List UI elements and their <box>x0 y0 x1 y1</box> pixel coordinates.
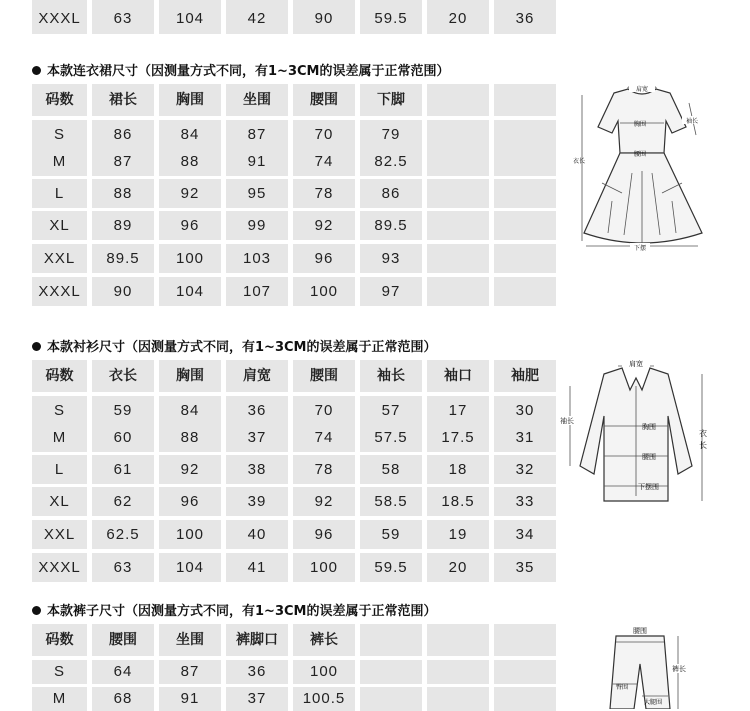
table-cell: 70 <box>293 120 355 149</box>
dress-diagram <box>572 83 712 263</box>
table-cell: 89 <box>92 211 154 240</box>
thigh-label: 大腿围 <box>644 699 663 706</box>
table-cell: 97 <box>360 277 422 306</box>
table-cell <box>427 687 489 711</box>
table-cell: 36 <box>226 660 288 684</box>
table-header-cell: 袖肥 <box>494 360 556 392</box>
table-cell: 19 <box>427 520 489 549</box>
size-cell: M <box>32 423 87 452</box>
table-cell <box>427 244 489 273</box>
table-cell <box>427 211 489 240</box>
table-cell: 100 <box>293 553 355 582</box>
table-cell: 62 <box>92 487 154 516</box>
table-cell: 36 <box>226 396 288 425</box>
length-label: 衣长 <box>573 158 586 165</box>
table-header-cell <box>494 624 556 656</box>
size-cell: M <box>32 147 87 176</box>
sleeve-label: 袖长 <box>685 118 699 125</box>
table-header-cell: 袖长 <box>360 360 422 392</box>
table-header-cell: 腰围 <box>293 360 355 392</box>
table-cell: 96 <box>293 244 355 273</box>
pants-diagram <box>598 624 698 709</box>
table-cell: 70 <box>293 396 355 425</box>
table-cell: 96 <box>159 211 221 240</box>
size-cell: XXL <box>32 244 87 273</box>
size-cell: L <box>32 455 87 484</box>
length-label-1: 衣 <box>699 429 707 438</box>
table-cell: 34 <box>494 520 556 549</box>
table-cell: 59.5 <box>360 553 422 582</box>
table-cell: 89.5 <box>92 244 154 273</box>
hip-label: 臀围 <box>616 684 629 691</box>
table-cell <box>427 147 489 176</box>
table-cell: 87 <box>159 660 221 684</box>
table-cell: 61 <box>92 455 154 484</box>
hem-label: 下摆围 <box>638 483 659 491</box>
table-header-cell <box>494 84 556 116</box>
table-cell: 36 <box>494 0 556 34</box>
bullet-icon <box>32 66 41 75</box>
table-cell: 30 <box>494 396 556 425</box>
size-cell: S <box>32 660 87 684</box>
table-cell: 74 <box>293 147 355 176</box>
waist-label: 腰围 <box>642 453 656 461</box>
table-cell: 91 <box>159 687 221 711</box>
table-cell: 68 <box>92 687 154 711</box>
size-cell: XXL <box>32 520 87 549</box>
table-cell <box>494 277 556 306</box>
size-cell: XXXL <box>32 0 87 34</box>
table-cell: 96 <box>159 487 221 516</box>
table-header-cell <box>427 84 489 116</box>
table-cell: 100 <box>159 244 221 273</box>
table-header-cell: 坐围 <box>226 84 288 116</box>
table-cell <box>360 687 422 711</box>
table-cell: 59 <box>360 520 422 549</box>
table-cell <box>427 660 489 684</box>
size-cell: XL <box>32 211 87 240</box>
table-cell: 74 <box>293 423 355 452</box>
table-cell: 17.5 <box>427 423 489 452</box>
table-cell: 107 <box>226 277 288 306</box>
table-cell: 95 <box>226 179 288 208</box>
bullet-icon <box>32 342 41 351</box>
table-cell: 82.5 <box>360 147 422 176</box>
table-cell <box>494 211 556 240</box>
table-cell: 42 <box>226 0 288 34</box>
table-cell: 63 <box>92 0 154 34</box>
size-cell: XXXL <box>32 277 87 306</box>
length-label: 裤长 <box>672 665 686 673</box>
table-cell: 100.5 <box>293 687 355 711</box>
table-cell: 18.5 <box>427 487 489 516</box>
table-cell: 37 <box>226 687 288 711</box>
table-cell: 62.5 <box>92 520 154 549</box>
size-cell: M <box>32 687 87 711</box>
table-cell <box>427 277 489 306</box>
bullet-icon <box>32 606 41 615</box>
table-cell: 88 <box>159 147 221 176</box>
chest-label: 胸围 <box>634 121 647 128</box>
table-cell: 58.5 <box>360 487 422 516</box>
table-cell: 58 <box>360 455 422 484</box>
table-cell: 32 <box>494 455 556 484</box>
table-header-cell: 裤脚口 <box>226 624 288 656</box>
table-cell: 104 <box>159 553 221 582</box>
table-cell: 104 <box>159 0 221 34</box>
table-cell: 87 <box>92 147 154 176</box>
table-cell: 59.5 <box>360 0 422 34</box>
table-cell <box>494 660 556 684</box>
table-cell: 20 <box>427 0 489 34</box>
table-cell: 100 <box>159 520 221 549</box>
table-cell: 90 <box>92 277 154 306</box>
shirt-section-title: 本款衬衫尺寸（因测量方式不同，有1~3CM的误差属于正常范围） <box>32 336 436 355</box>
size-cell: S <box>32 396 87 425</box>
table-cell <box>494 687 556 711</box>
hem-label: 下摆 <box>634 245 647 252</box>
table-cell <box>494 120 556 149</box>
shoulder-label: 肩宽 <box>635 86 649 93</box>
table-cell <box>427 179 489 208</box>
table-cell: 18 <box>427 455 489 484</box>
table-cell: 57.5 <box>360 423 422 452</box>
length-label-2: 长 <box>699 441 707 450</box>
table-cell <box>360 660 422 684</box>
table-cell: 92 <box>293 487 355 516</box>
table-header-cell: 码数 <box>32 624 87 656</box>
table-cell <box>494 147 556 176</box>
table-header-cell: 裙长 <box>92 84 154 116</box>
table-cell: 87 <box>226 120 288 149</box>
table-header-cell: 下脚 <box>360 84 422 116</box>
table-cell: 91 <box>226 147 288 176</box>
table-cell: 41 <box>226 553 288 582</box>
size-cell: XXXL <box>32 553 87 582</box>
table-cell: 31 <box>494 423 556 452</box>
waist-label: 腰围 <box>633 627 647 635</box>
table-cell: 84 <box>159 120 221 149</box>
table-header-cell: 肩宽 <box>226 360 288 392</box>
table-header-cell: 胸围 <box>159 84 221 116</box>
table-header-cell: 裤长 <box>293 624 355 656</box>
table-cell: 35 <box>494 553 556 582</box>
table-header-cell: 腰围 <box>293 84 355 116</box>
table-cell: 57 <box>360 396 422 425</box>
table-cell: 92 <box>293 211 355 240</box>
chest-label: 胸围 <box>642 423 656 431</box>
table-cell: 99 <box>226 211 288 240</box>
table-cell: 92 <box>159 179 221 208</box>
table-cell: 86 <box>360 179 422 208</box>
waist-label: 腰围 <box>634 151 647 158</box>
table-cell: 64 <box>92 660 154 684</box>
table-cell: 63 <box>92 553 154 582</box>
table-header-cell <box>360 624 422 656</box>
table-cell: 103 <box>226 244 288 273</box>
table-cell: 39 <box>226 487 288 516</box>
table-cell <box>494 244 556 273</box>
table-cell: 17 <box>427 396 489 425</box>
table-header-cell <box>427 624 489 656</box>
table-cell <box>494 179 556 208</box>
table-cell: 78 <box>293 179 355 208</box>
table-cell: 78 <box>293 455 355 484</box>
table-cell: 88 <box>92 179 154 208</box>
table-cell: 93 <box>360 244 422 273</box>
table-cell: 33 <box>494 487 556 516</box>
table-cell: 90 <box>293 0 355 34</box>
table-header-cell: 腰围 <box>92 624 154 656</box>
sleeve-label: 袖长 <box>560 417 574 425</box>
table-cell: 38 <box>226 455 288 484</box>
table-cell: 100 <box>293 660 355 684</box>
size-cell: L <box>32 179 87 208</box>
table-cell: 79 <box>360 120 422 149</box>
table-cell: 40 <box>226 520 288 549</box>
table-cell: 60 <box>92 423 154 452</box>
shoulder-label: 肩宽 <box>629 360 643 368</box>
table-header-cell: 码数 <box>32 360 87 392</box>
table-cell: 96 <box>293 520 355 549</box>
table-cell: 59 <box>92 396 154 425</box>
table-header-cell: 坐围 <box>159 624 221 656</box>
size-cell: S <box>32 120 87 149</box>
table-header-cell: 衣长 <box>92 360 154 392</box>
dress-section-title: 本款连衣裙尺寸（因测量方式不同，有1~3CM的误差属于正常范围） <box>32 60 449 79</box>
table-cell: 86 <box>92 120 154 149</box>
table-header-cell: 袖口 <box>427 360 489 392</box>
table-header-cell: 码数 <box>32 84 87 116</box>
table-cell: 104 <box>159 277 221 306</box>
table-cell <box>427 120 489 149</box>
table-cell: 88 <box>159 423 221 452</box>
table-cell: 89.5 <box>360 211 422 240</box>
table-cell: 84 <box>159 396 221 425</box>
table-cell: 100 <box>293 277 355 306</box>
table-header-cell: 胸围 <box>159 360 221 392</box>
table-cell: 37 <box>226 423 288 452</box>
table-cell: 92 <box>159 455 221 484</box>
shirt-diagram <box>552 356 722 516</box>
table-cell: 20 <box>427 553 489 582</box>
size-cell: XL <box>32 487 87 516</box>
pants-section-title: 本款裤子尺寸（因测量方式不同，有1~3CM的误差属于正常范围） <box>32 600 436 619</box>
